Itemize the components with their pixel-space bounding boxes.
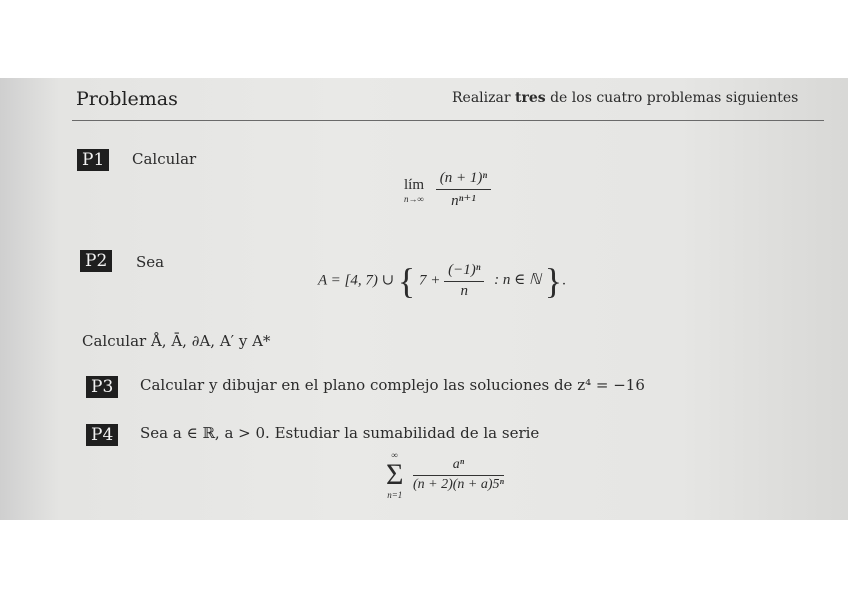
section-title: Problemas (76, 88, 178, 110)
p2-denominator: n (460, 283, 468, 299)
sum-symbol: Σ (386, 458, 404, 491)
left-brace: { (397, 261, 416, 301)
problem-2-set-definition: A = [4, 7) ∪ { 7 + $\frac{\text{(−1)ⁿ}}{n}$ : n ∈ ℕ }. (318, 261, 566, 301)
photographed-exam-sheet (0, 78, 848, 520)
limit-subscript: n→∞ (404, 193, 424, 204)
sum-lower-limit: n=1 (387, 490, 403, 500)
instructions-bold: tres (515, 90, 546, 106)
instructions (452, 90, 798, 106)
instructions-pre: Realizar (452, 90, 515, 106)
problem-2-text: Sea (136, 253, 165, 271)
header-divider (72, 120, 824, 121)
p4-denominator: (n + 2)(n + a)5ⁿ (412, 477, 504, 492)
problem-4-text: Sea a ∈ ℝ, a > 0. Estudiar la sumabilidad de la serie (140, 424, 540, 442)
sum-upper-limit: ∞ (391, 450, 398, 460)
problem-3-badge: P3 (86, 376, 118, 398)
p1-denominator: nⁿ⁺¹ (451, 193, 476, 209)
set-condition: : n ∈ ℕ (494, 272, 542, 289)
instructions-post: de los cuatro problemas siguientes (545, 90, 799, 106)
set-lhs: A = [4, 7) ∪ (318, 272, 395, 289)
problem-4-badge: P4 (86, 424, 118, 446)
problem-1-text: Calcular (132, 150, 197, 168)
problem-1-formula (404, 170, 491, 210)
problem-2-followup: Calcular Å, Ā, ∂A, A′ y A* (82, 332, 271, 350)
p2-numerator: (−1)ⁿ (444, 262, 484, 282)
problem-3-text: Calcular y dibujar en el plano complejo las soluciones de z⁴ = −16 (140, 376, 645, 394)
problem-1-badge: P1 (77, 149, 109, 171)
set-seven: 7 + (418, 272, 441, 289)
right-brace: } (544, 261, 563, 301)
limit-operator: lím (404, 176, 425, 193)
problem-4-series (386, 450, 504, 500)
p1-numerator: (n + 1)ⁿ (436, 170, 491, 190)
p4-numerator: aⁿ (413, 457, 504, 476)
problem-2-badge: P2 (80, 250, 112, 272)
